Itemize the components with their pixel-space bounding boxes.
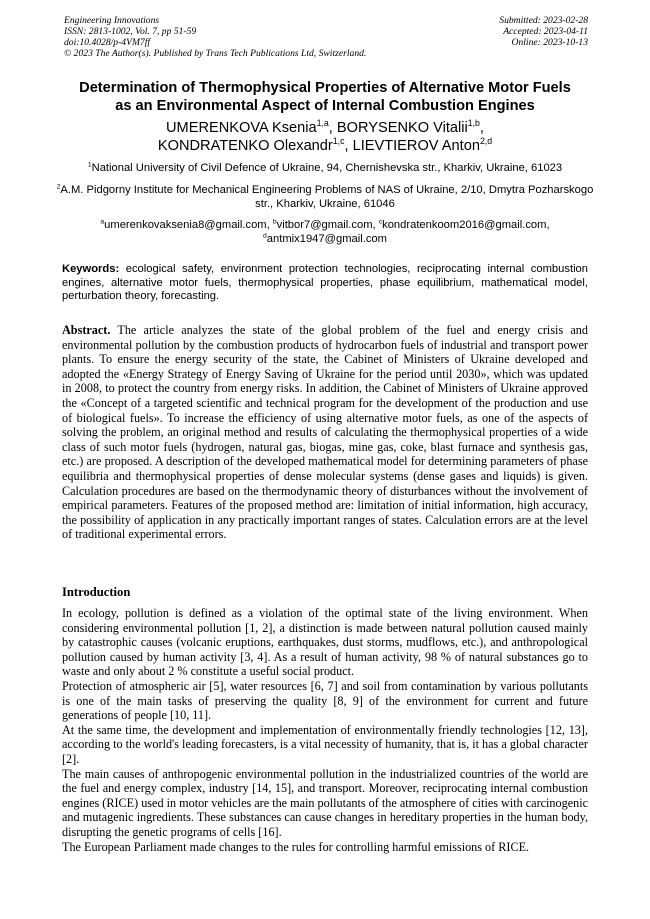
abstract-label: Abstract. (62, 323, 111, 337)
email-a[interactable]: umerenkovaksenia8@gmail.com, (104, 219, 273, 231)
introduction-body (62, 606, 588, 854)
email-d[interactable]: antmix1947@gmail.com (266, 233, 387, 245)
paper-title (40, 80, 610, 115)
affiliation-1-text: National University of Civil Defence of Ukraine, 94, Chernishevska str., Kharkiv, Ukraine, 61023 (91, 162, 563, 174)
accepted-date: Accepted: 2023-04-11 (503, 26, 588, 37)
online-date: Online: 2023-10-13 (511, 37, 588, 48)
author-4-sup: 2,d (479, 136, 493, 147)
intro-paragraph: The main causes of anthropogenic environmental pollution in the industrialized countries of the world are the fuel and energy complex, industry [14, 15], and transport. Moreover, reciprocating internal combustion engines (RICE) used in motor vehicles are the main pollutants of the atmosphere of cities with carcinogenic and mutagenic ingredients. These substances can cause changes in hereditary properties in the human body, disrupting the genetic programs of cells [16]. (62, 766, 588, 839)
author-2-sup: 1,b (467, 118, 480, 129)
email-d-sup: d (263, 232, 267, 240)
abstract-block (62, 323, 588, 542)
intro-paragraph: At the same time, the development and implementation of environmentally friendly technologies [12, 13], according to the world's leading forecasters, is a vital necessity of humanity, that is, it has a global character [2]. (62, 722, 588, 766)
keywords-label: Keywords: (62, 263, 120, 275)
journal-info (64, 15, 366, 59)
author-4: LIEVTIEROV Anton (352, 138, 480, 154)
email-b-sup: b (272, 218, 277, 226)
author-1: UMERENKOVA Ksenia (166, 120, 317, 136)
journal-doi[interactable]: doi:10.4028/p-4VM7ff (64, 37, 151, 48)
journal-name: Engineering Innovations (64, 15, 160, 26)
email-a-sup: a (100, 218, 105, 226)
affiliation-1-sup: 1 (87, 161, 92, 169)
email-c[interactable]: kondratenkoom2016@gmail.com, (382, 219, 550, 231)
abstract-text: The article analyzes the state of the global problem of the fuel and energy crisis and environmental pollution by the combustion products of hydrocarbon fuels of industrial and transport power plants. To ensure the energy security of the state, the Cabinet of Ministers of Ukraine developed and adopted the «Energy Strategy of Energy Saving of Ukraine for the period until 2030», which was updated in 2008, to protect the country from energy risks. In addition, the Cabinet of Ministers of Ukraine approved the «Concept of a targeted scientific and technical program for the development of the production and use of biological fuels». To increase the efficiency of using alternative motor fuels, as one of the aspects of solving the problem, an original method and results of calculating the thermophysical properties of a wide class of such motor fuels (hydrogen, natural gas, biogas, mine gas, coke, blast furnace and synthesis gas, etc.) are proposed. A description of the developed mathematical model for determining parameters of phase equilibria and thermophysical properties of dense molecular systems (dense gases and liquids) is given. Calculation procedures are based on the thermodynamic theory of disturbances without the involvement of empirical parameters. Features of the proposed method are: limitation of initial information, high accuracy, the possibility of application in any practically important ranges of states. Calculation errors are at the level of traditional experimental errors. (62, 323, 588, 542)
submitted-date: Submitted: 2023-02-28 (499, 15, 588, 26)
journal-issn: ISSN: 2813-1002, Vol. 7, pp 51-59 (64, 26, 197, 37)
author-3-sup: 1,c (332, 136, 345, 147)
author-1-sup: 1,a (316, 118, 329, 129)
author-emails (50, 218, 600, 246)
email-c-sup: c (378, 218, 383, 226)
author-3: KONDRATENKO Olexandr (157, 138, 333, 154)
affiliation-2-text: A.M. Pidgorny Institute for Mechanical Engineering Problems of NAS of Ukraine, 2/10, Dmytra Pozharskogo str., Kharkiv, Ukraine, 61046 (60, 184, 594, 210)
introduction-heading: Introduction (62, 585, 131, 599)
email-b[interactable]: vitbor7@gmail.com, (276, 219, 379, 231)
keywords-text: ecological safety, environment protection technologies, reciprocating internal combustion engines, alternative motor fuels, thermophysical properties, phase equilibrium, mathematical model, perturbation theory, forecasting. (62, 263, 588, 302)
intro-paragraph: The European Parliament made changes to the rules for controlling harmful emissions of RICE. (62, 839, 530, 854)
affiliation-1 (50, 161, 600, 175)
affiliation-2-sup: 2 (56, 183, 61, 191)
submission-dates (499, 15, 588, 48)
copyright-line: © 2023 The Author(s). Published by Trans Tech Publications Ltd, Switzerland. (64, 48, 367, 59)
affiliation-2 (50, 183, 600, 211)
intro-paragraph: In ecology, pollution is defined as a violation of the optimal state of the living environment. When considering environmental pollution [1, 2], a distinction is made between natural pollution caused mainly by catastrophic causes (volcanic eruptions, earthquakes, dust storms, mudflows, etc.), and anthropological pollution caused by human activity [3, 4]. As a result of human activity, 98 % of natural substances go to waste and only about 2 % constitute a useful social product. (62, 606, 588, 679)
keywords-block (62, 263, 588, 304)
title-line-2: as an Environmental Aspect of Internal Combustion Engines (115, 97, 535, 114)
intro-paragraph: Protection of atmospheric air [5], water resources [6, 7] and soil from contamination by various pollutants is one of the main tasks of preserving the quality [8, 9] of the environment for current and future generations of people [10, 11]. (62, 678, 588, 723)
title-line-1: Determination of Thermophysical Properties of Alternative Motor Fuels (79, 80, 571, 96)
author-2: BORYSENKO Vitalii (336, 120, 468, 136)
author-list: UMERENKOVA Ksenia$^{1,a}$, BORYSENKO Vitalii$^{1,b}$, KONDRATENKO Olexandr$^{1,c}$, LIEVTIEROV Anton$^{2,d}$ (157, 118, 493, 154)
